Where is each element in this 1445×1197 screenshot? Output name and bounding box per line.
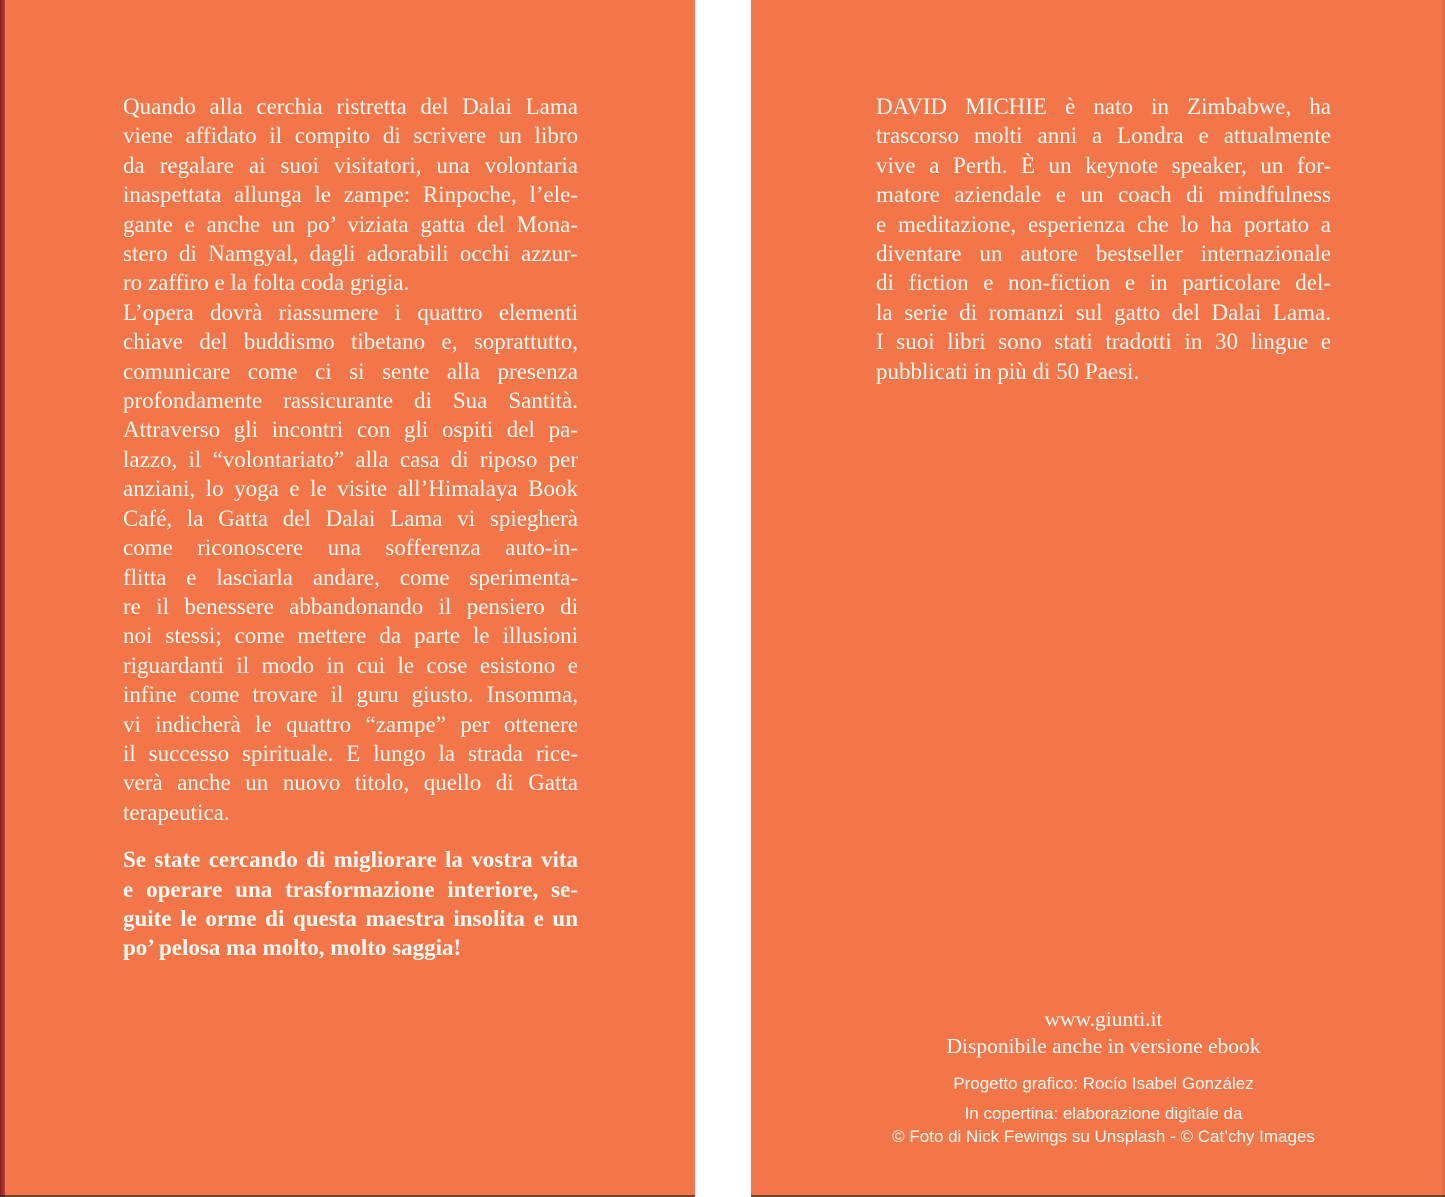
text-line: la serie di romanzi sul gatto del Dalai Lama. [876,299,1331,325]
right-flap-panel [751,0,1445,1197]
text-line: guite le orme di questa maestra insolita e un [123,905,578,931]
text-line: stero di Namgyal, dagli adorabili occhi azzur- [123,241,578,267]
text-line: DAVID MICHIE è nato in Zimbabwe, ha [876,94,1331,119]
text-line: gante e anche un po’ viziata gatta del Mona- [123,211,578,237]
text-line: Se state cercando di migliorare la vostra vita [123,847,578,873]
highlight-paragraph [123,845,578,963]
text-line: Café, la Gatta del Dalai Lama vi spiegherà [123,505,578,531]
text-line: da regalare ai suoi visitatori, una volontaria [123,152,578,178]
synopsis-paragraph-1 [123,92,578,298]
text-line: Attraverso gli incontri con gli ospiti del pa- [123,417,578,443]
text-line: I suoi libri sono stati tradotti in 30 lingue e [876,329,1331,355]
text-line: trascorso molti anni a Londra e attualmente [876,123,1331,149]
text-line: vive a Perth. È un keynote speaker, un for- [876,152,1331,178]
cover-credit-line-2: © Foto di Nick Fewings su Unsplash - © Cat’chy Images [892,1127,1315,1146]
text-line: pubblicati in più di 50 Paesi. [876,358,1140,384]
text-line: lazzo, il “volontariato” alla casa di riposo per [123,446,578,472]
text-line: flitta e lasciarla andare, come sperimenta- [123,564,578,590]
text-line: L’opera dovrà riassumere i quattro elementi [123,299,578,325]
gutter [695,0,751,1197]
publisher-footer [876,1006,1331,1147]
text-line: di fiction e non-fiction e in particolare del- [876,270,1331,296]
text-line: po’ pelosa ma molto, molto saggia! [123,935,462,961]
text-line: terapeutica. [123,799,230,825]
design-credit: Progetto grafico: Rocío Isabel González [953,1074,1254,1093]
spine-edge [0,0,5,1197]
text-line: Quando alla cerchia ristretta del Dalai Lama [123,94,578,119]
text-line: ro zaffiro e la folta coda grigia. [123,270,410,296]
text-line: diventare un autore bestseller internazionale [876,241,1331,267]
ebook-availability-note: Disponibile anche in versione ebook [946,1033,1261,1058]
text-line: re il benessere abbandonando il pensiero di [123,593,578,619]
text-line: il successo spirituale. E lungo la strada rice- [123,740,578,766]
text-line: viene affidato il compito di scrivere un libro [123,123,578,149]
text-line: verà anche un nuovo titolo, quello di Gatta [123,770,578,796]
text-line: come riconoscere una sofferenza auto-in- [123,535,578,561]
text-line: matore aziendale e un coach di mindfulness [876,182,1331,208]
text-line: comunicare come ci si sente alla presenza [123,358,578,384]
author-bio-block [876,92,1331,386]
cover-credit-line-1: In copertina: elaborazione digitale da [964,1104,1243,1123]
publisher-website: www.giunti.it [1044,1007,1163,1031]
synopsis-text-block [123,92,578,963]
synopsis-paragraph-2 [123,298,578,827]
text-line: vi indicherà le quattro “zampe” per ottenere [123,711,578,737]
text-line: riguardanti il modo in cui le cose esistono e [123,652,578,678]
text-line: profondamente rassicurante di Sua Santità. [123,388,578,414]
text-line: e operare una trasformazione interiore, se- [123,876,578,902]
left-flap-panel [0,0,695,1197]
text-line: e meditazione, esperienza che lo ha portato a [876,211,1331,237]
text-line: anziani, lo yoga e le visite all’Himalaya Book [123,476,578,502]
text-line: noi stessi; come mettere da parte le illusioni [123,623,578,649]
text-line: inaspettata allunga le zampe: Rinpoche, l’ele- [123,182,578,208]
text-line: infine come trovare il guru giusto. Insomma, [123,682,578,708]
text-line: chiave del buddismo tibetano e, soprattutto, [123,329,578,355]
